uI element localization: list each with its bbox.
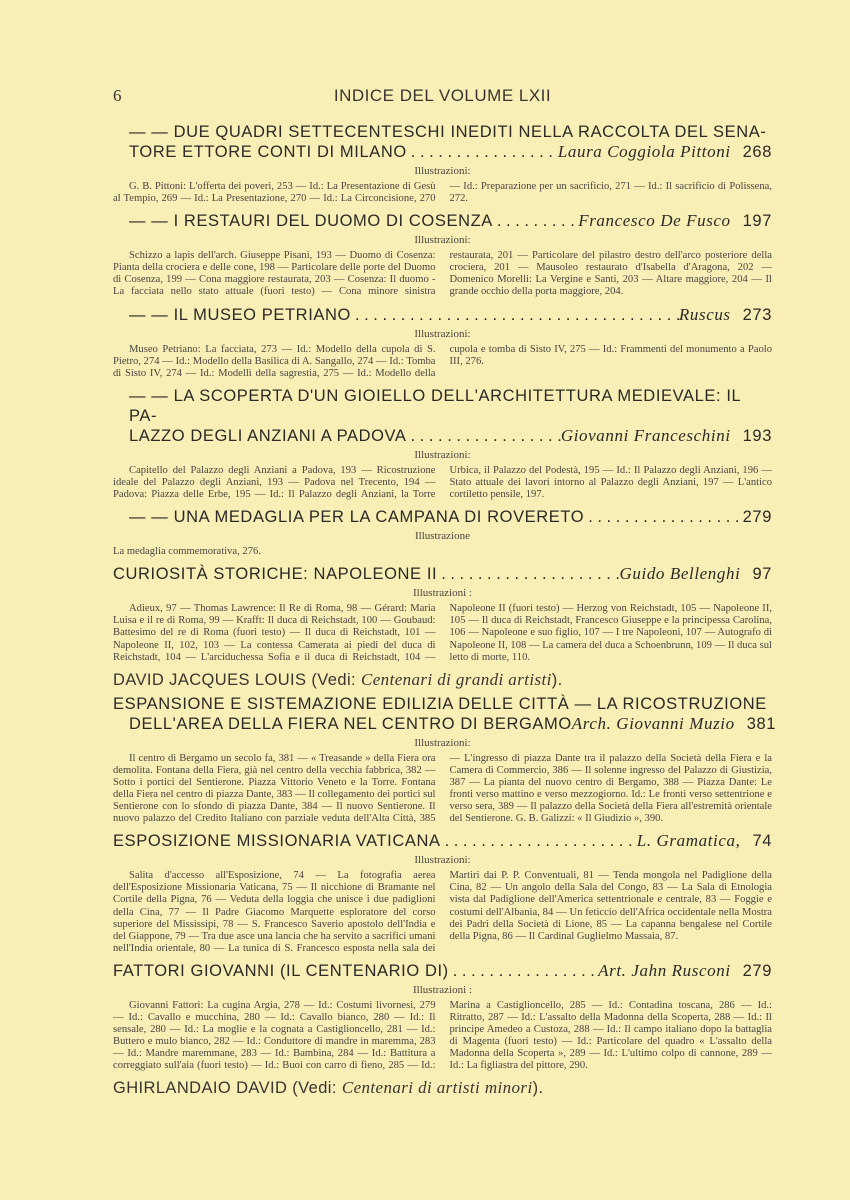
entry-heading xyxy=(113,564,772,584)
illustrations-label: Illustrazioni: xyxy=(414,327,471,340)
illustrations-label: Illustrazioni: xyxy=(414,165,471,177)
xref-target: Centenari di grandi artisti xyxy=(360,669,552,689)
cross-reference-david xyxy=(113,670,772,690)
illustrations-list xyxy=(113,753,772,826)
illustrations-list xyxy=(113,250,772,298)
page-ref: 268 xyxy=(742,143,772,161)
author-name: Guido Bellenghi xyxy=(619,564,741,584)
illustrations-label: Illustrazioni : xyxy=(413,983,472,996)
xref-text: GHIRLANDAIO DAVID (Vedi: xyxy=(113,1079,337,1098)
dot-leader xyxy=(441,831,637,851)
illustrations-label: Illustrazioni: xyxy=(414,854,471,867)
entry-esposizione-missionaria xyxy=(113,831,772,955)
dot-leader xyxy=(407,142,558,162)
author-name: Francesco De Fusco xyxy=(578,211,731,231)
author-name: Laura Coggiola Pittoni xyxy=(557,142,731,161)
illustrations-text: Capitello del Palazzo degli Anziani a Padova, 193 — Ricostruzione ideale del Palazzo degli Anziani, 193 — Padova nel Trecento, 194 — Padova: Piazza delle Erbe, 195 — Id.: Il Palazzo degli Anziani, la Torre Urbica, il Palazzo del Podestà, 195 — Id.: Il Palazzo degli Anziani, 196 — Stato attuale dei lavori intorno al Palazzo degli Anziani, 197 — L'antico cortiletto pensile, 197. xyxy=(113,464,772,501)
heading-text: CURIOSITÀ STORICHE: NAPOLEONE II xyxy=(113,565,438,584)
page-ref: 381 xyxy=(746,714,777,733)
entry-espansione-edilizia xyxy=(113,694,777,826)
heading-text: DELL'AREA DELLA FIERA NEL CENTRO DI BERGAMO xyxy=(129,714,572,733)
illustrations-text: Giovanni Fattori: La cugina Argia, 278 — Id.: Costumi livornesi, 279 — Id.: Cavallo e mucchina, 280 — Id.: Cavallo bianco, 280 — Id.: Il sensale, 280 — Id.: La moglie e la cognata a Castiglioncello, 281 — Id.: Buttero e mulo bianco, 282 — Id.: Conduttore di mandre in maremma, 283 — Id.: Mandre maremmane, 283 — Id.: Bambina, 284 — Id.: Battitura a correggiato sull'aia (fuori testo) — Id.: Buoi con carro di fieno, 285 — Id.: Marina a Castiglioncello, 285 — Id.: Contadina toscana, 286 — Id.: Ritratto, 287 — Id.: L'assalto della Madonna della Scoperta, 288 — Id.: Il principe Amedeo a Custoza, 288 — Id.: Il campo italiano dopo la battaglia di Magenta (fuori testo) — Id.: Particolare del quadro « L'assalto della Madonna della Scoperta », 289 — Id.: L'ultimo colpo di cannone, 289 — Id.: La figliastra del pittore, 290. xyxy=(113,999,772,1072)
page-ref: 74 xyxy=(752,832,772,851)
entry-heading xyxy=(113,386,772,446)
page-number: 6 xyxy=(113,86,122,105)
heading-text: ESPOSIZIONE MISSIONARIA VATICANA xyxy=(113,832,441,851)
cross-reference-ghirlandaio xyxy=(113,1078,772,1098)
heading-line xyxy=(113,142,772,162)
illustrations-text: Il centro di Bergamo un secolo fa, 381 — « Treasande » della Fiera ora demolita. Fontana della Fiera, già nel centro della vecchia fabbrica, 382 — Sotto i portici del Sentierone. Piazza Vittorio Veneto e la Torre. Fontana della Fiera nel centro di piazza Dante, 383 — Il collegamento dei portici sul Sentierone con lo sfondo di piazza Dante, 384 — Il nuovo Sentierone. Il nuovo palazzo del Credito Italiano con parziale veduta dell'Alta Città, 385 — L'ingresso di piazza Dante tra il palazzo della Società della Fiera e la Camera di Commercio, 386 — Il solenne ingresso del Palazzo di Giustizia, 387 — La pianta del nuovo centro di Bergamo, 388 — Piazza Dante: Le fronti verso mattino e verso mezzogiorno. Id.: Le fronti verso settentrione e verso sera, 389 — Il palazzo della Società della Fiera all'estremità orientale del Sentierone. G. B. Galizzi: « Il Giudizio », 390. xyxy=(113,752,772,825)
illustrations-label: Illustrazioni: xyxy=(414,234,471,247)
dot-leader xyxy=(407,426,561,446)
author-name: Giovanni Franceschini xyxy=(560,425,731,445)
heading-text: LAZZO DEGLI ANZIANI A PADOVA xyxy=(129,426,407,445)
illustrations-list xyxy=(113,344,772,380)
heading-line: — — DUE QUADRI SETTECENTESCHI INEDITI NELLA RACCOLTA DEL SENA- xyxy=(129,123,767,141)
heading-line xyxy=(113,507,772,527)
illustrations-label: Illustrazioni: xyxy=(414,448,471,461)
page-ref: 193 xyxy=(742,426,772,445)
author-name: Ruscus xyxy=(678,304,731,324)
heading-line xyxy=(113,426,772,446)
heading-text: — — IL MUSEO PETRIANO xyxy=(129,305,351,324)
heading-line xyxy=(113,305,772,325)
page-ref: 279 xyxy=(742,961,772,980)
heading-line xyxy=(113,961,772,981)
entry-heading xyxy=(113,961,772,981)
entry-medaglia-campana xyxy=(113,507,772,558)
illustrations-text: Adieux, 97 — Thomas Lawrence: Il Re di Roma, 98 — Gérard: Maria Luisa e il re di Roma, 99 — Krafft: Il duca di Reichstadt, 100 — Goubaud: Battesimo del re di Roma (fuori testo) — Il duca di Reichstadt, 101 — Napoleone II, 102, 103 — La contessa Camerata ai piedi del duca di Reichstadt, 104 — L'arciduchessa Sofia e il duca di Reichstadt, 104 — Napoleone II (fuori testo) — Herzog von Reichstadt, 105 — Napoleone II, 105 — Il duca di Reichstadt, Francesco Giuseppe e la principessa Carolina, 106 — Napoleone e suo figlio, 107 — I tre Napoleoni, 107 — Autografo di Napoleone II, 108 — La camera del duca a Schoenbrunn, 109 — Il duca sul letto di morte, 110. xyxy=(113,603,772,663)
illustrations-list xyxy=(113,1000,772,1073)
illustration-label: Illustrazione xyxy=(415,530,470,543)
dot-leader xyxy=(351,305,679,325)
illustrations-list xyxy=(113,870,772,955)
page-ref: 279 xyxy=(742,508,772,527)
illustrations-text: Museo Petriano: La facciata, 273 — Id.: Modello della cupola di S. Pietro, 274 — Id.: Modello della Basilica di A. Sangallo, 274 — Id.: Tomba di Sisto IV, 274 — Id.: Modelli della sagrestia, 275 — Id.: Modello della cupola e tomba di Sisto IV, 275 — Id.: Frammenti del monumento a Paolo III, 276. xyxy=(113,343,772,379)
heading-line xyxy=(113,831,772,851)
xref-target: Centenari di artisti minori xyxy=(341,1078,533,1098)
page-ref: 197 xyxy=(742,212,772,231)
entry-heading xyxy=(113,831,772,851)
heading-text: TORE ETTORE CONTI DI MILANO xyxy=(129,143,407,161)
illustrations-list xyxy=(113,603,772,663)
heading-line xyxy=(113,211,772,231)
entry-restauri-duomo xyxy=(113,211,772,298)
entry-heading xyxy=(113,122,772,162)
heading-text: FATTORI GIOVANNI (IL CENTENARIO DI) xyxy=(113,961,449,980)
dot-leader xyxy=(449,961,598,981)
running-header xyxy=(113,86,772,108)
illustrations-text: G. B. Pittoni: L'offerta dei poveri, 253 — Id.: La Presentazione di Gesù al Tempio, 269 — Id.: La Presentazione, 270 — Id.: La Circoncisione, 270 — Id.: Preparazione per un sacrificio, 271 — Id.: Il sacrificio di Polissena, 272. xyxy=(113,181,772,205)
xref-close: ). xyxy=(551,670,563,689)
xref-text: DAVID JACQUES LOUIS (Vedi: xyxy=(113,670,356,689)
illustrations-text: Salita d'accesso all'Esposizione, 74 — La fotografia aerea dell'Esposizione Missionaria Vaticana, 75 — Il nicchione di Bramante nel Cortile della Pigna, 76 — Veduta della loggia che unisce i due padiglioni della Cina, 77 — Il Padre Giacomo Marquette esploratore del corso superiore del Mississipi, 78 — S. Francesco Saverio apostolo dell'India e del Giappone, 79 — Tra due asce una lancia che ha servito a sacrifici umani nell'India orientale, 80 — La tunica di S. Francesco esposta nella sala dei Martiri dai P. P. Conventuali, 81 — Tenda mongola nel Padiglione della Cina, 82 — Un angolo della Sala del Congo, 83 — La Sala di Etnologia vista dal Padiglione dell'America settentrionale e centrale, 83 — Foggie e costumi dell'Albania, 84 — Un feticcio dell'Africa occidentale nella Mostra dei Padri della Società di Lione, 85 — La capanna bengalese nel Cortile della Pigna, 86 — Il Cardinal Guglielmo Massaia, 87. xyxy=(113,870,772,954)
entry-heading xyxy=(113,694,777,734)
entry-curiosita-storiche xyxy=(113,564,772,663)
volume-title: INDICE DEL VOLUME LXII xyxy=(333,86,552,105)
author-name: Arch. Giovanni Muzio xyxy=(571,713,735,733)
index-content xyxy=(113,122,777,1102)
heading-line: — — LA SCOPERTA D'UN GIOIELLO DELL'ARCHITETTURA MEDIEVALE: IL PA- xyxy=(129,386,741,425)
entry-heading xyxy=(113,507,772,527)
entry-heading xyxy=(113,305,772,325)
author-name: L. Gramatica, xyxy=(636,831,741,851)
illustrations-list xyxy=(113,181,772,205)
heading-line: ESPANSIONE E SISTEMAZIONE EDILIZIA DELLE CITTÀ — LA RICOSTRUZIONE xyxy=(113,694,767,713)
heading-text: — — UNA MEDAGLIA PER LA CAMPANA DI ROVERETO xyxy=(129,508,585,527)
illustrations-text: La medaglia commemorativa, 276. xyxy=(113,546,261,558)
dot-leader xyxy=(437,564,619,584)
entry-museo-petriano xyxy=(113,305,772,380)
dot-leader xyxy=(584,507,742,527)
illustrations-list xyxy=(113,465,772,501)
author-name: Art. Jahn Rusconi xyxy=(598,960,731,980)
entry-fattori-giovanni xyxy=(113,961,772,1073)
illustrations-label: Illustrazioni: xyxy=(414,736,471,749)
heading-line xyxy=(113,713,777,734)
page-ref: 97 xyxy=(752,565,772,584)
entry-scoperta-gioiello xyxy=(113,386,772,501)
illustrations-label: Illustrazioni : xyxy=(413,587,472,600)
xref-close: ). xyxy=(532,1079,544,1098)
illustrations-text: Schizzo a lapis dell'arch. Giuseppe Pisani, 193 — Duomo di Cosenza: Pianta della crociera e delle cone, 198 — Particolare delle porte del Duomo di Cosenza, 199 — Cona maggiore restaurata, 203 — Cosenza: Il duomo - La facciata nello stato attuale (fuori testo) — Cona minore sinistra restaurata, 201 — Particolare del pilastro destro dell'arco posteriore della crociera, 201 — Mausoleo restaurato d'Isabella d'Aragona, 202 — Domenico Morelli: La Vergine e Santi, 203 — Altare maggiore, 204 — Il grande occhio della porta maggiore, 204. xyxy=(113,250,772,298)
entry-due-quadri xyxy=(113,122,772,205)
page-ref: 273 xyxy=(742,305,772,324)
entry-heading xyxy=(113,211,772,231)
heading-text: — — I RESTAURI DEL DUOMO DI COSENZA xyxy=(129,212,493,231)
heading-line xyxy=(113,564,772,584)
dot-leader xyxy=(493,211,578,231)
